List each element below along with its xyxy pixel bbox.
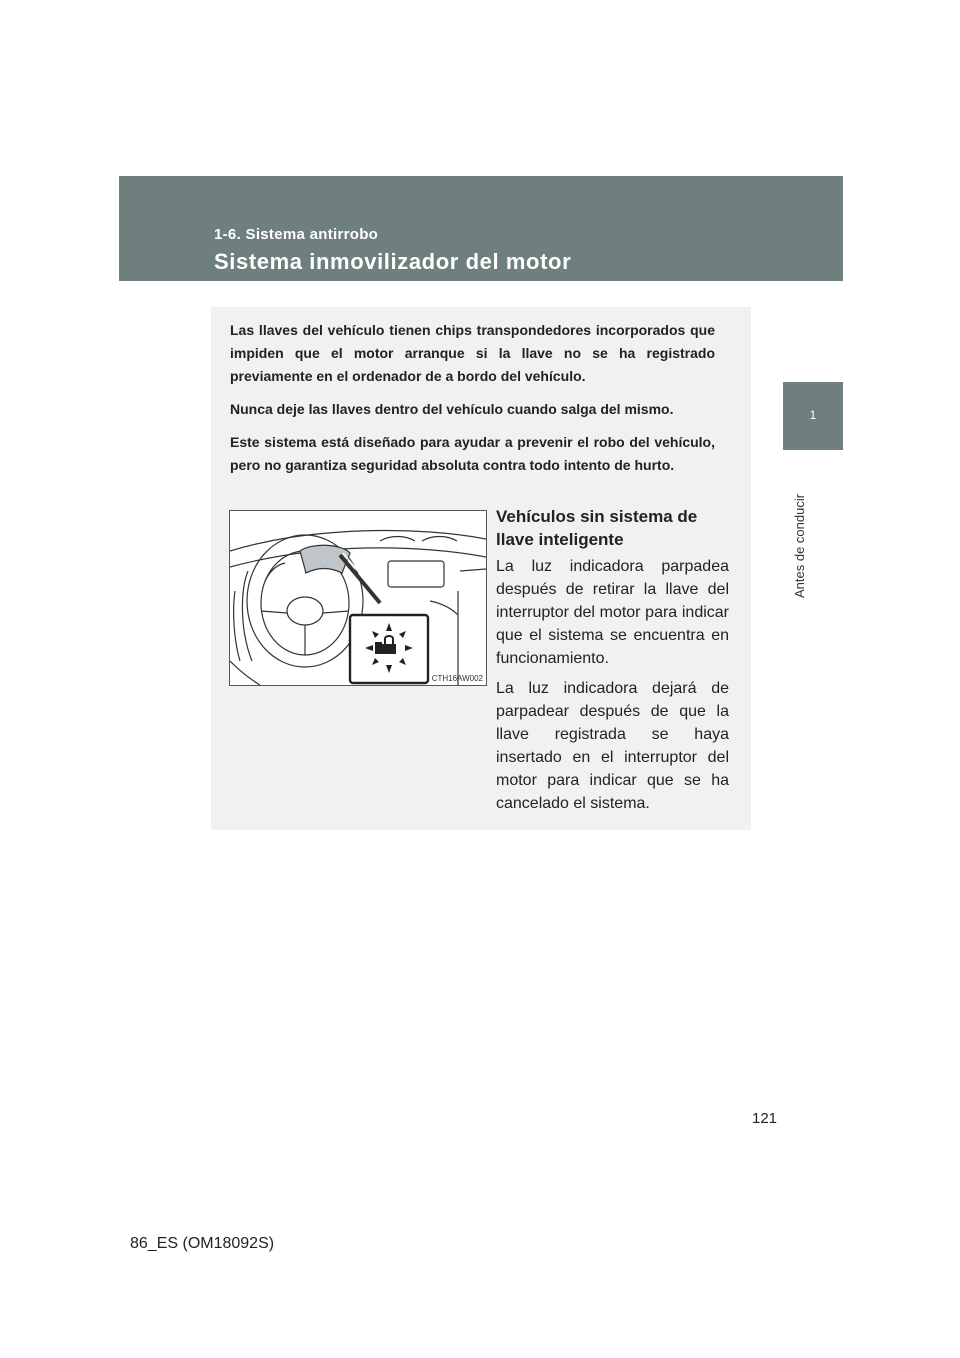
content-box — [211, 307, 751, 830]
intro-paragraph-1: Las llaves del vehículo tienen chips transpondedores incorporados que impiden que el motor arranque si la llave no se ha registrado previamente en el ordenador de a bordo del vehículo. — [230, 322, 715, 384]
subsection-paragraph-2: La luz indicadora dejará de parpadear después de que la llave registrada se haya insertado en el interruptor del motor para indicar que se ha cancelado el sistema. — [496, 680, 729, 812]
page-title: Sistema inmovilizador del motor — [214, 249, 572, 274]
dashboard-illustration — [229, 510, 487, 686]
chapter-number: 1 — [809, 408, 817, 422]
header-band — [119, 176, 843, 281]
section-label: 1-6. Sistema antirrobo — [214, 226, 379, 243]
document-code: 86_ES (OM18092S) — [130, 1235, 275, 1252]
page-number: 121 — [752, 1110, 778, 1127]
dashboard-drawing — [230, 511, 486, 685]
chapter-label-text: Antes de conducir — [792, 493, 807, 598]
chapter-tab — [783, 382, 843, 450]
intro-text — [230, 319, 715, 487]
intro-paragraph-3: Este sistema está diseñado para ayudar a prevenir el robo del vehículo, pero no garantiza seguridad absoluta contra todo intento de hurto. — [230, 434, 715, 473]
figure-code: CTH16AW002 — [431, 674, 483, 683]
subsection-heading-line-2: llave inteligente — [496, 530, 624, 549]
subsection-paragraph-1: La luz indicadora parpadea después de retirar la llave del interruptor del motor para indicar que el sistema se encuentra en funcionamiento. — [496, 558, 729, 667]
chapter-label — [790, 462, 810, 602]
intro-paragraph-2: Nunca deje las llaves dentro del vehículo cuando salga del mismo. — [230, 401, 674, 417]
subsection-heading-line-1: Vehículos sin sistema de — [496, 507, 698, 526]
subsection-heading — [496, 505, 729, 551]
